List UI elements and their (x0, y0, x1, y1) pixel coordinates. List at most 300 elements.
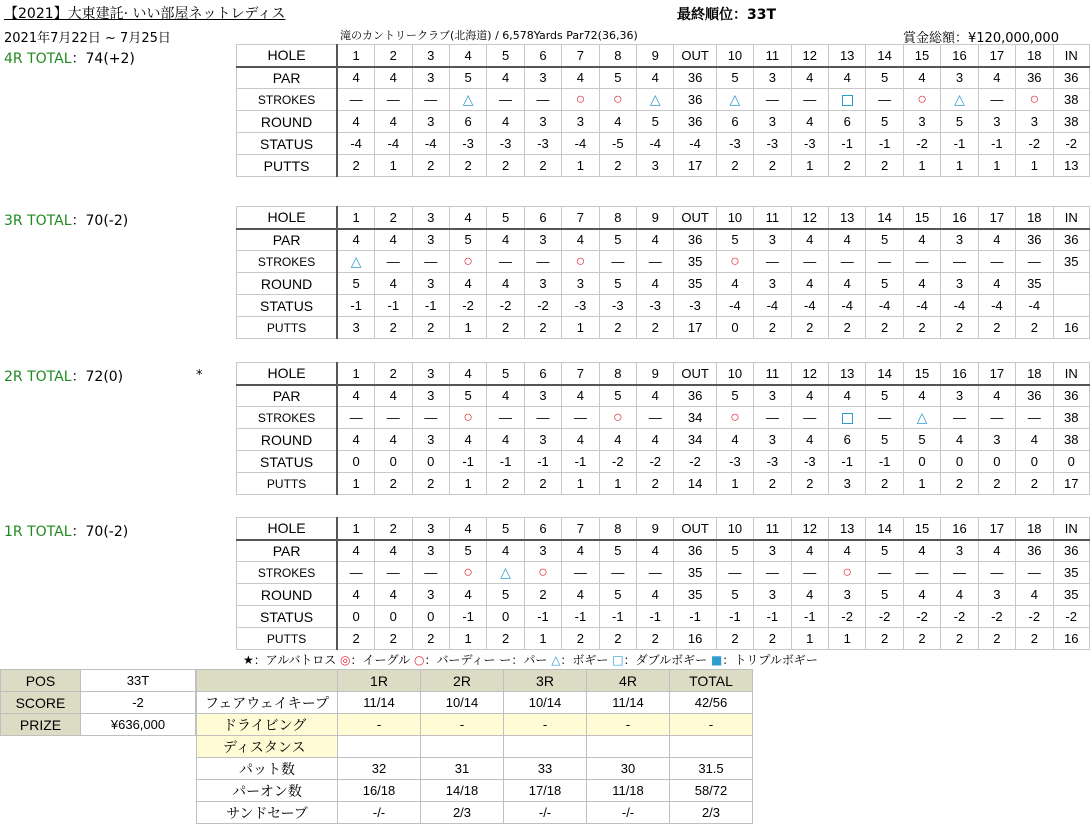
putts-3r: 33 (504, 758, 587, 780)
par-dash-icon: — (349, 410, 363, 425)
round-cell: 4 (828, 273, 865, 295)
round-cell: 4 (487, 429, 524, 451)
round-cell: 36 (674, 111, 716, 133)
par-dash-icon: — (499, 92, 513, 107)
hole-number: 17 (978, 207, 1015, 229)
hole-number: 14 (866, 207, 903, 229)
round-cell: 3 (754, 584, 791, 606)
round-cell: 4 (791, 273, 828, 295)
par-cell: 4 (903, 229, 940, 251)
hole-number: 4 (449, 363, 486, 385)
status-cell: -2 (903, 606, 940, 628)
strokes-cell (903, 562, 940, 584)
par-cell: 5 (449, 67, 486, 89)
strokes-cell (412, 562, 449, 584)
birdie-icon: ○ (463, 252, 473, 270)
double-bogey-icon (842, 95, 853, 106)
hole-number: 6 (524, 518, 561, 540)
round-total-1 (4, 48, 135, 68)
status-cell: -4 (562, 133, 599, 155)
in-header: IN (1053, 45, 1089, 67)
double-bogey-icon (842, 413, 853, 424)
status-cell: -4 (866, 295, 903, 317)
stats-row-driving-2 (197, 736, 753, 758)
hole-number: 13 (828, 45, 865, 67)
hole-number: 5 (487, 363, 524, 385)
round-cell: 4 (487, 111, 524, 133)
round-cell: 6 (716, 111, 753, 133)
birdie-icon: ○ (917, 90, 927, 108)
putts-cell: 2 (754, 317, 791, 339)
par-cell: 4 (828, 67, 865, 89)
status-cell: -1 (487, 451, 524, 473)
round-total-value: 70(-2) (85, 213, 129, 229)
status-cell: 0 (375, 606, 412, 628)
round-label: ROUND (237, 584, 338, 606)
total-purse: 賞金総額：¥120,000,000 (903, 31, 1059, 46)
par-dash-icon: — (1027, 565, 1041, 580)
par-dash-icon: — (1027, 410, 1041, 425)
par-cell: 5 (599, 385, 636, 407)
round-cell: 5 (866, 429, 903, 451)
strokes-cell (375, 251, 412, 273)
round-cell: 5 (487, 584, 524, 606)
strokes-cell (637, 89, 674, 111)
round-total-2 (4, 210, 128, 230)
par-dash-icon: — (386, 92, 400, 107)
status-cell: -2 (449, 295, 486, 317)
par-cell: 3 (412, 229, 449, 251)
score-value: -2 (81, 692, 196, 714)
prize-label: PRIZE (1, 714, 81, 736)
round-cell: 3 (754, 273, 791, 295)
putts-cell: 1 (562, 473, 599, 495)
strokes-cell (828, 89, 865, 111)
round-cell: 5 (637, 111, 674, 133)
legend-albatross: ★：アルバトロス (243, 653, 337, 667)
putts-label: PUTTS (237, 628, 338, 650)
status-cell: -3 (791, 451, 828, 473)
strokes-cell (828, 251, 865, 273)
par-cell: 4 (978, 385, 1015, 407)
putts-row (237, 628, 1090, 650)
round-total-value: 74(+2) (85, 51, 135, 67)
summary-row-prize (1, 714, 196, 736)
round-total-label: 2R TOTAL (4, 369, 72, 385)
par-cell: 4 (978, 67, 1015, 89)
putts-cell: 2 (599, 628, 636, 650)
score-label: SCORE (1, 692, 81, 714)
tournament-title: 【2021】大東建託· いい部屋ネットレディス (4, 6, 286, 22)
strokes-row (237, 89, 1090, 111)
hole-number: 12 (791, 363, 828, 385)
strokes-cell: 34 (674, 407, 716, 429)
driving-blank-3r (504, 736, 587, 758)
status-cell: -1 (449, 606, 486, 628)
par-dash-icon: — (990, 410, 1004, 425)
strokes-row (237, 407, 1090, 429)
round-cell: 3 (412, 273, 449, 295)
round-cell: 3 (828, 584, 865, 606)
putts-cell: 1 (375, 155, 412, 177)
strokes-cell (978, 562, 1015, 584)
round-cell: 3 (903, 111, 940, 133)
strokes-cell (599, 562, 636, 584)
par-cell: 3 (412, 540, 449, 562)
putts-cell: 2 (524, 155, 561, 177)
par-dash-icon: — (349, 565, 363, 580)
round-cell: 5 (716, 584, 753, 606)
round-cell: 38 (1053, 429, 1089, 451)
bogey-icon: △ (350, 253, 362, 269)
status-cell: -2 (978, 606, 1015, 628)
par-cell: 4 (828, 385, 865, 407)
summary-table (0, 669, 196, 736)
par-cell: 5 (449, 540, 486, 562)
final-position: 最終順位：33T (677, 7, 777, 23)
par-dash-icon: — (952, 565, 966, 580)
bogey-icon: △ (916, 409, 928, 425)
hole-number: 4 (449, 207, 486, 229)
round-cell: 4 (637, 584, 674, 606)
par-cell: 36 (674, 540, 716, 562)
strokes-cell (828, 407, 865, 429)
putts-row (237, 317, 1090, 339)
putts-cell: 13 (1053, 155, 1089, 177)
birdie-icon: ○ (612, 90, 623, 108)
driving-4r: - (587, 714, 670, 736)
hole-number: 12 (791, 45, 828, 67)
putts-cell: 1 (903, 473, 940, 495)
status-cell: -1 (562, 451, 599, 473)
hole-number: 9 (637, 363, 674, 385)
gir-3r: 17/18 (504, 780, 587, 802)
hole-number: 5 (487, 207, 524, 229)
putts-cell: 2 (866, 317, 903, 339)
round-total-separator: ： (71, 213, 86, 229)
status-cell: 0 (903, 451, 940, 473)
stats-header-3r: 3R (504, 670, 587, 692)
driving-total: - (670, 714, 753, 736)
status-cell: -4 (375, 133, 412, 155)
hole-row (237, 45, 1090, 67)
strokes-cell (524, 89, 561, 111)
status-cell: -3 (716, 133, 753, 155)
round-cell: 4 (903, 584, 940, 606)
round-cell: 5 (866, 273, 903, 295)
hole-number: 9 (637, 207, 674, 229)
status-cell: -2 (524, 295, 561, 317)
par-cell: 4 (337, 540, 374, 562)
strokes-cell (1016, 562, 1053, 584)
status-cell: -2 (674, 451, 716, 473)
status-cell: 0 (487, 606, 524, 628)
par-cell: 4 (562, 229, 599, 251)
status-cell: 0 (1053, 451, 1089, 473)
putts-cell: 2 (978, 317, 1015, 339)
stats-row-driving (197, 714, 753, 736)
par-cell: 4 (487, 67, 524, 89)
par-cell: 36 (1016, 229, 1053, 251)
hole-number: 16 (941, 45, 978, 67)
round-total-value: 72(0) (85, 369, 124, 385)
par-cell: 5 (866, 67, 903, 89)
round-cell: 4 (791, 429, 828, 451)
round-cell: 3 (412, 584, 449, 606)
putts-cell: 2 (791, 473, 828, 495)
putts-cell: 2 (412, 155, 449, 177)
putts-cell: 1 (449, 473, 486, 495)
strokes-cell (562, 562, 599, 584)
driving-2r: - (421, 714, 504, 736)
sand-3r: -/- (504, 802, 587, 824)
strokes-cell (754, 251, 791, 273)
hole-number: 15 (903, 363, 940, 385)
hole-number: 2 (375, 363, 412, 385)
hole-number: 8 (599, 45, 636, 67)
par-dash-icon: — (765, 410, 779, 425)
par-cell: 4 (487, 229, 524, 251)
par-cell: 4 (791, 540, 828, 562)
par-dash-icon: — (878, 565, 892, 580)
hole-number: 2 (375, 518, 412, 540)
strokes-cell (941, 562, 978, 584)
putts-cell: 2 (487, 473, 524, 495)
round-cell: 4 (637, 429, 674, 451)
strokes-cell (716, 89, 753, 111)
status-cell: -2 (1053, 606, 1089, 628)
hole-number: 3 (412, 518, 449, 540)
par-cell: 4 (791, 385, 828, 407)
bogey-icon: △ (954, 91, 965, 107)
putts-cell: 2 (828, 155, 865, 177)
strokes-cell (337, 251, 374, 273)
status-cell: -3 (524, 133, 561, 155)
putts-cell: 1 (524, 628, 561, 650)
hole-number: 18 (1016, 363, 1053, 385)
round-row (237, 273, 1090, 295)
strokes-legend (243, 651, 818, 668)
driving-blank-total (670, 736, 753, 758)
driving-blank-1r (338, 736, 421, 758)
status-cell: -4 (754, 295, 791, 317)
double-bogey-symbol-icon: □ (612, 653, 624, 667)
par-cell: 3 (524, 540, 561, 562)
par-dash-icon: — (952, 254, 966, 269)
putts-label: PUTTS (237, 473, 338, 495)
status-cell: -1 (412, 295, 449, 317)
hole-number: 7 (562, 518, 599, 540)
round-cell: 4 (375, 584, 412, 606)
round-cell: 5 (903, 429, 940, 451)
round-cell: 4 (375, 273, 412, 295)
strokes-cell (562, 251, 599, 273)
hole-number: 7 (562, 363, 599, 385)
par-cell: 3 (754, 540, 791, 562)
putts-cell: 2 (637, 317, 674, 339)
putts-cell: 2 (941, 317, 978, 339)
course-info: 滝のカントリークラブ(北海道) / 6,578Yards Par72(36,36) (340, 29, 638, 42)
status-cell: -2 (637, 451, 674, 473)
round-cell: 5 (941, 111, 978, 133)
round-cell: 4 (449, 273, 486, 295)
round-total-value: 70(-2) (85, 524, 129, 540)
round-cell: 4 (978, 273, 1015, 295)
par-dash-icon: — (952, 410, 966, 425)
par-cell: 5 (449, 229, 486, 251)
par-label: PAR (237, 540, 338, 562)
par-cell: 5 (449, 385, 486, 407)
putts-cell: 3 (337, 317, 374, 339)
birdie-icon: ○ (730, 252, 740, 270)
putts-cell: 1 (599, 473, 636, 495)
hole-number: 6 (524, 363, 561, 385)
par-dash-icon: — (840, 254, 854, 269)
out-header: OUT (674, 363, 716, 385)
status-cell: -4 (828, 295, 865, 317)
pos-value: 33T (81, 670, 196, 692)
bogey-icon: △ (500, 564, 511, 580)
strokes-cell: 35 (674, 251, 716, 273)
putts-cell: 2 (716, 155, 753, 177)
putts-cell: 1 (941, 155, 978, 177)
putts-cell: 2 (487, 155, 524, 177)
status-cell: -2 (487, 295, 524, 317)
in-header: IN (1053, 207, 1089, 229)
gir-1r: 16/18 (338, 780, 421, 802)
status-cell: -1 (449, 451, 486, 473)
strokes-cell (716, 407, 753, 429)
hole-number: 18 (1016, 207, 1053, 229)
par-dash-icon: — (915, 565, 929, 580)
par-cell: 4 (337, 385, 374, 407)
birdie-icon: ○ (1029, 90, 1040, 108)
round-cell: 5 (599, 273, 636, 295)
legend-par: ー：パー (499, 653, 548, 667)
strokes-cell (903, 251, 940, 273)
round-cell: 4 (337, 111, 374, 133)
strokes-cell (716, 562, 753, 584)
putts-cell: 2 (1016, 628, 1053, 650)
birdie-icon: ○ (575, 252, 586, 270)
round-cell: 4 (562, 429, 599, 451)
fairway-total: 42/56 (670, 692, 753, 714)
putts-4r: 30 (587, 758, 670, 780)
strokes-cell (903, 89, 940, 111)
strokes-cell (337, 89, 374, 111)
putts-cell: 2 (716, 628, 753, 650)
putts-cell: 2 (524, 473, 561, 495)
status-cell: -1 (941, 133, 978, 155)
putts-cell: 2 (375, 473, 412, 495)
birdie-icon: ○ (575, 90, 586, 108)
fairway-4r: 11/14 (587, 692, 670, 714)
par-cell: 4 (978, 229, 1015, 251)
round-cell: 3 (524, 429, 561, 451)
prize-value: ¥636,000 (81, 714, 196, 736)
par-cell: 36 (1016, 67, 1053, 89)
putts-cell: 1 (337, 473, 374, 495)
status-cell: -4 (903, 295, 940, 317)
par-cell: 4 (337, 229, 374, 251)
status-label: STATUS (237, 133, 338, 155)
status-cell: -1 (716, 606, 753, 628)
hole-number: 16 (941, 518, 978, 540)
strokes-cell (562, 407, 599, 429)
par-cell: 4 (487, 385, 524, 407)
hole-number: 13 (828, 518, 865, 540)
par-dash-icon: — (386, 410, 400, 425)
legend-triple-bogey: ：トリプルボギー (722, 653, 818, 667)
par-dash-icon: — (878, 410, 892, 425)
round-cell: 35 (674, 273, 716, 295)
par-cell: 5 (599, 229, 636, 251)
round-cell: 4 (337, 429, 374, 451)
strokes-cell (375, 562, 412, 584)
strokes-label: STROKES (237, 89, 338, 111)
round-cell: 4 (903, 273, 940, 295)
putts-label: PUTTS (237, 317, 338, 339)
status-cell: -1 (524, 451, 561, 473)
putts-cell: 17 (1053, 473, 1089, 495)
hole-number: 1 (337, 518, 374, 540)
par-cell: 3 (412, 385, 449, 407)
hole-row (237, 518, 1090, 540)
status-label: STATUS (237, 295, 338, 317)
status-cell: -4 (674, 133, 716, 155)
strokes-cell (791, 562, 828, 584)
hole-number: 10 (716, 45, 753, 67)
par-dash-icon: — (915, 254, 929, 269)
strokes-cell (637, 251, 674, 273)
strokes-row (237, 251, 1090, 273)
putts-1r: 32 (338, 758, 421, 780)
bogey-symbol-icon: △ (551, 653, 561, 667)
putts-cell: 2 (487, 628, 524, 650)
strokes-cell (866, 562, 903, 584)
strokes-cell (375, 407, 412, 429)
round-row (237, 584, 1090, 606)
strokes-cell (716, 251, 753, 273)
par-dash-icon: — (765, 254, 779, 269)
putts-cell: 1 (828, 628, 865, 650)
fairway-2r: 10/14 (421, 692, 504, 714)
legend-birdie: ：バーディー (424, 653, 496, 667)
status-cell: -4 (978, 295, 1015, 317)
par-dash-icon: — (424, 410, 438, 425)
status-cell: -1 (562, 606, 599, 628)
hole-number: 8 (599, 207, 636, 229)
out-header: OUT (674, 45, 716, 67)
birdie-icon: ○ (730, 408, 740, 426)
status-cell: -1 (754, 606, 791, 628)
sand-1r: -/- (338, 802, 421, 824)
status-row (237, 451, 1090, 473)
round-cell: 4 (941, 429, 978, 451)
hole-number: 7 (562, 207, 599, 229)
par-cell: 3 (524, 385, 561, 407)
putts-cell: 2 (637, 628, 674, 650)
birdie-icon: ○ (612, 408, 623, 426)
round-row (237, 111, 1090, 133)
status-cell: -1 (674, 606, 716, 628)
status-cell: -1 (828, 451, 865, 473)
putts-cell: 2 (524, 317, 561, 339)
round-label: ROUND (237, 111, 338, 133)
strokes-cell (375, 89, 412, 111)
hole-number: 3 (412, 207, 449, 229)
driving-label-2: ディスタンス (197, 736, 338, 758)
